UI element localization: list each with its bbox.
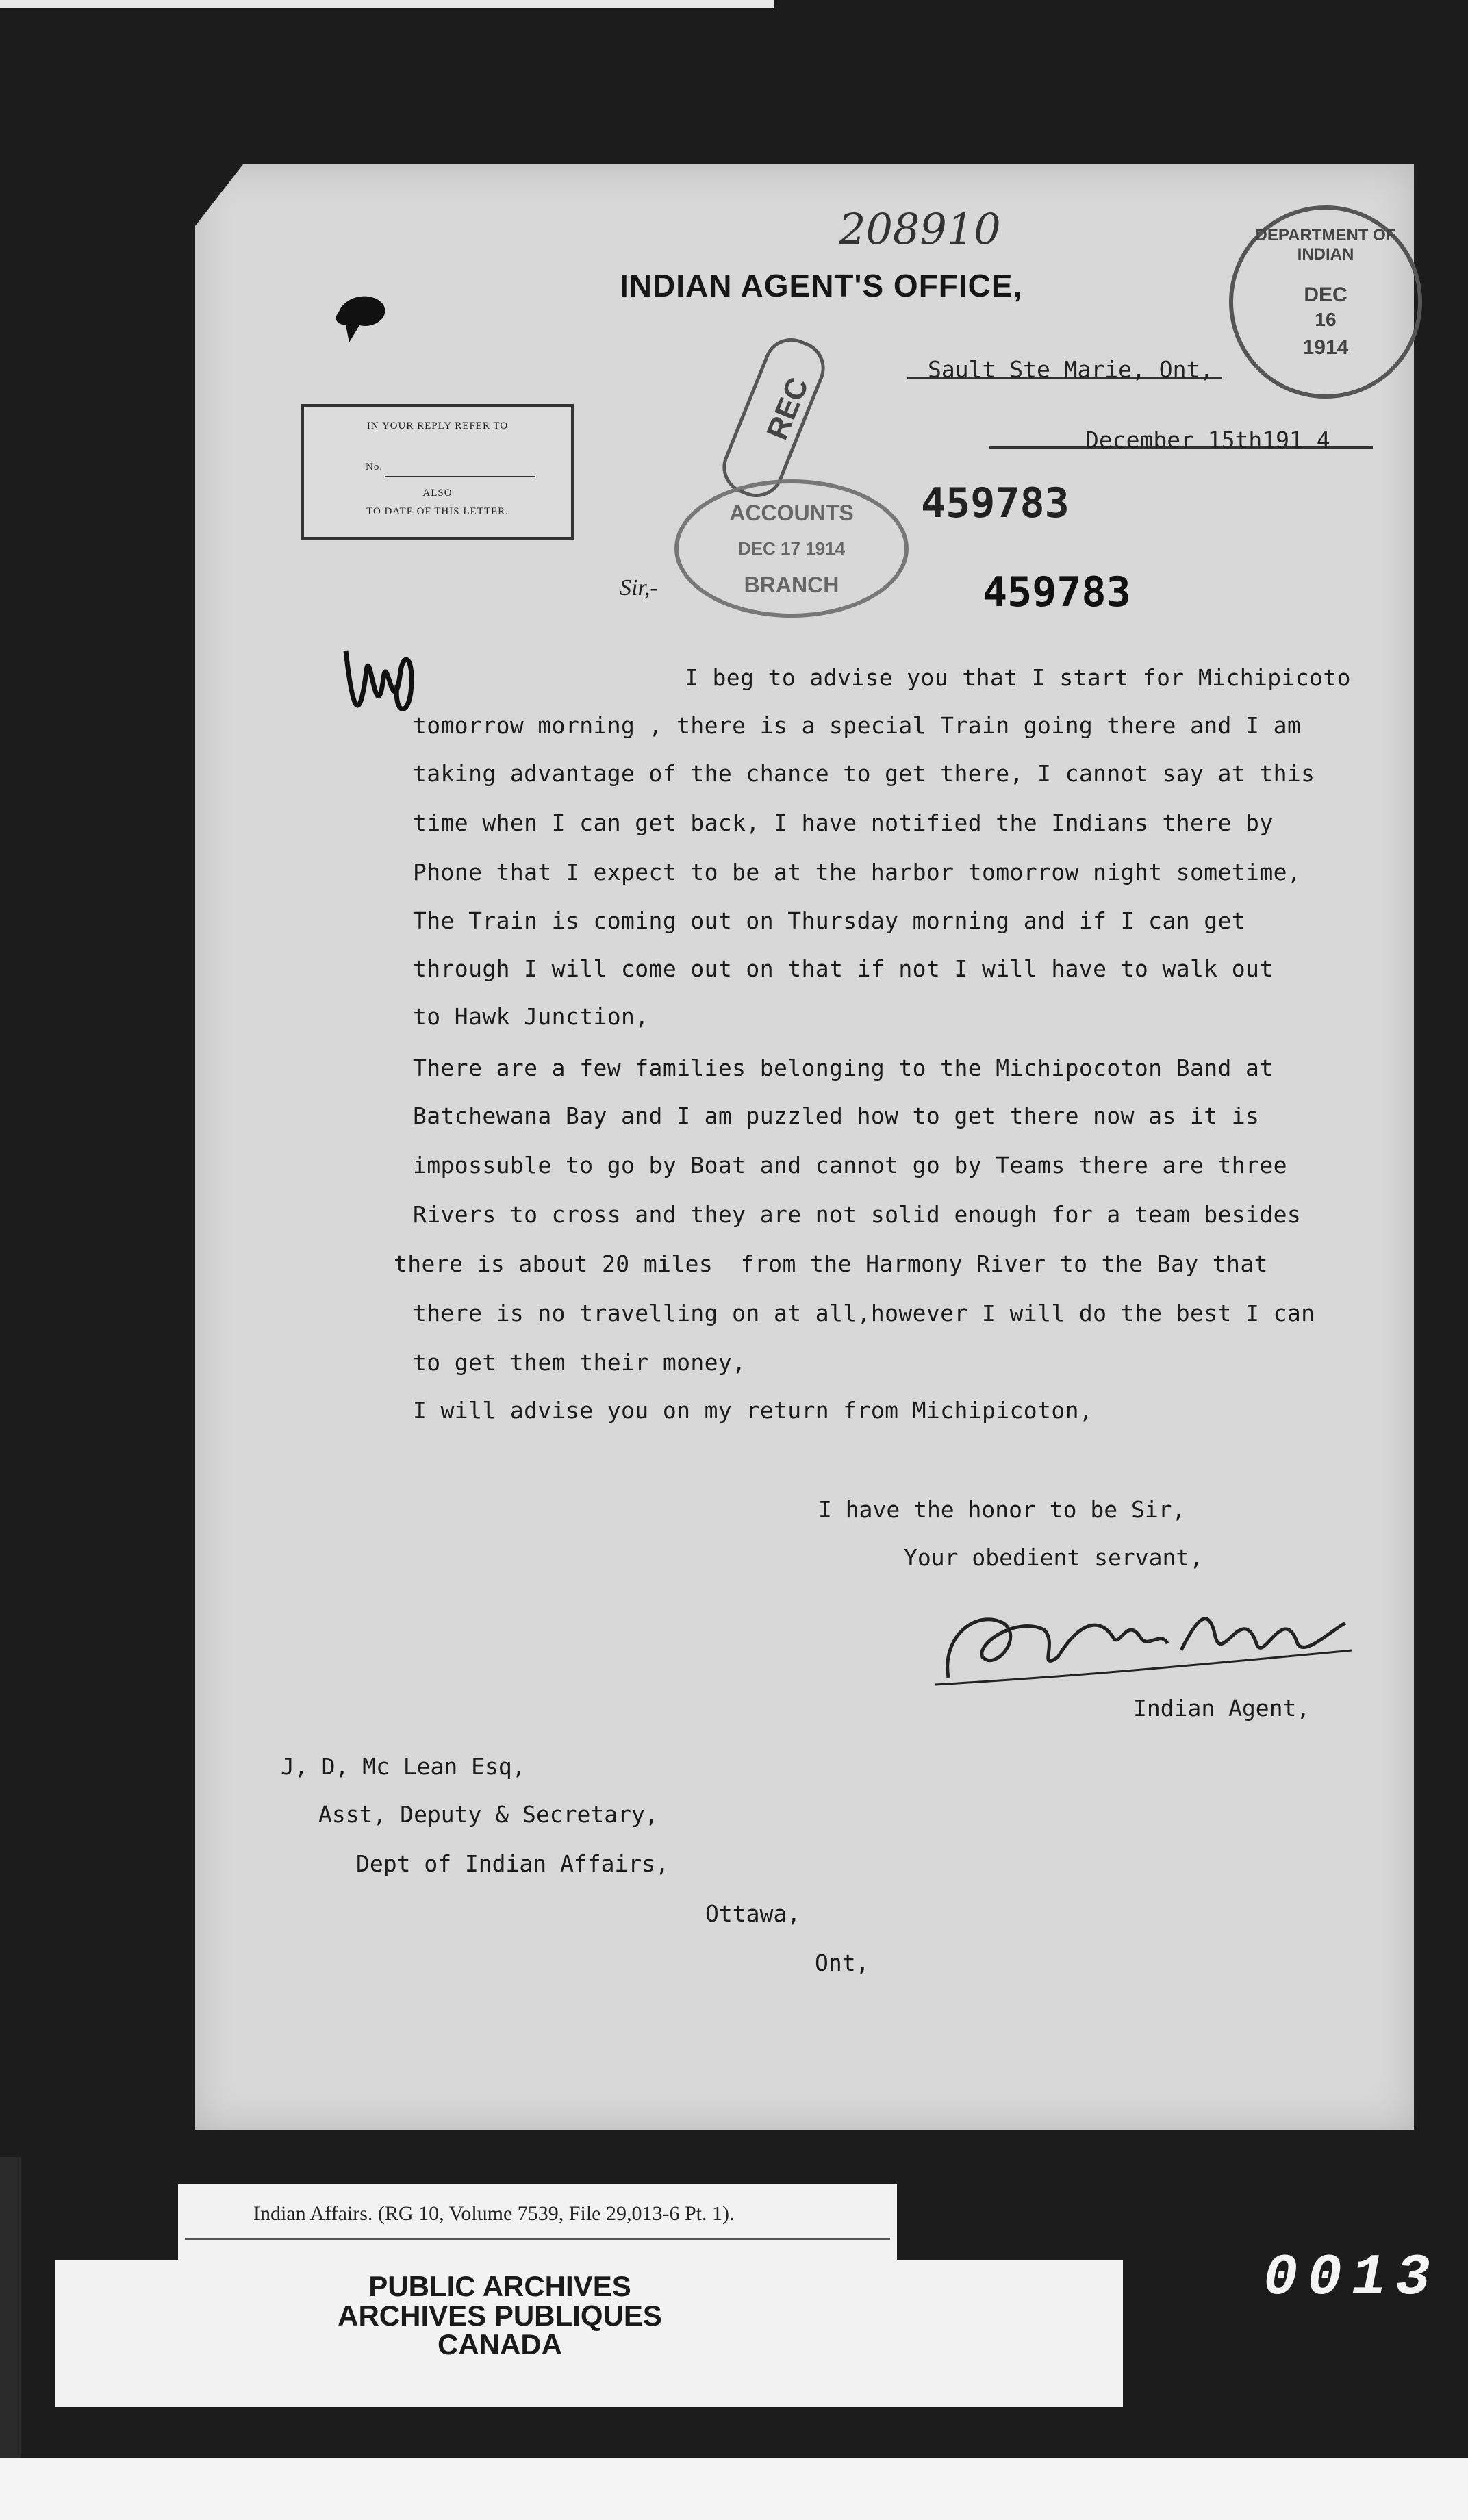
letterhead-title: INDIAN AGENT'S OFFICE, — [620, 268, 1023, 303]
reply-box-line-1: IN YOUR REPLY REFER TO — [366, 420, 509, 431]
closing-line-2: Your obedient servant, — [904, 1544, 1204, 1571]
letter-page — [195, 164, 1414, 2130]
body-line: I beg to advise you that I start for Michipicoto — [685, 664, 1351, 691]
corner-fold — [195, 164, 243, 226]
accounts-stamp-line-3: BRANCH — [744, 572, 839, 597]
archive-country: CANADA — [438, 2328, 562, 2360]
reply-box-no-label: No. — [366, 462, 383, 473]
addressee-line: Ont, — [815, 1950, 870, 1976]
body-line: time when I can get back, I have notified the Indians there by — [413, 809, 1274, 836]
file-number-stamp: 459783 — [983, 568, 1131, 616]
body-line: The Train is coming out on Thursday morning and if I can get — [413, 907, 1246, 934]
received-stamp-text: REC — [760, 373, 815, 444]
body-line: through I will come out on that if not I will have to walk out — [413, 955, 1274, 982]
body-line: Rivers to cross and they are not solid enough for a team besides — [413, 1201, 1302, 1228]
body-line: taking advantage of the chance to get there, I cannot say at this — [413, 760, 1315, 787]
department-date-stamp — [1229, 205, 1422, 399]
body-line: there is no travelling on at all,however I will do the best I can — [413, 1300, 1315, 1326]
handwritten-initials — [339, 630, 421, 740]
closing-line-1: I have the honor to be Sir, — [818, 1496, 1186, 1523]
body-line: There are a few families belonging to the Michipocoton Band at — [413, 1055, 1274, 1081]
addressee-line: Ottawa, — [705, 1900, 801, 1927]
accounts-stamp-line-2: DEC 17 1914 — [737, 538, 846, 559]
date-line: December 15th191 4 — [1085, 427, 1330, 453]
frame-number: 0013 — [1263, 2246, 1440, 2311]
handwritten-file-number: 208910 — [839, 204, 1001, 254]
addressee-line: Asst, Deputy & Secretary, — [318, 1801, 659, 1828]
addressee-line: J, D, Mc Lean Esq, — [281, 1753, 526, 1780]
salutation: Sir,- — [620, 575, 658, 601]
stamp-ring-text: DEPARTMENT OF INDIAN — [1255, 226, 1396, 264]
body-line: tomorrow morning , there is a special Train going there and I am — [413, 712, 1302, 739]
body-line: Batchewana Bay and I am puzzled how to get there now as it is — [413, 1102, 1260, 1129]
body-line: impossuble to go by Boat and cannot go by Teams there are three — [413, 1152, 1287, 1179]
file-number-stamp-partial: 459783 — [921, 479, 1070, 527]
body-line: to Hawk Junction, — [413, 1003, 649, 1030]
signatory-title: Indian Agent, — [1133, 1695, 1311, 1722]
received-stamp — [714, 330, 833, 505]
reply-box-also: ALSO — [422, 488, 453, 499]
handwritten-signature — [921, 1575, 1359, 1691]
reply-box-number-line — [385, 475, 535, 477]
reply-box-line-4: TO DATE OF THIS LETTER. — [366, 506, 509, 517]
ink-blot — [332, 291, 390, 346]
place-line: Sault Ste Marie, Ont, — [928, 356, 1214, 383]
film-top-strip — [0, 0, 774, 8]
body-line: to get them their money, — [413, 1349, 746, 1376]
body-line: I will advise you on my return from Michipicoton, — [413, 1397, 1093, 1424]
archive-reference: Indian Affairs. (RG 10, Volume 7539, File 29,013-6 Pt. 1). — [253, 2202, 735, 2225]
addressee-line: Dept of Indian Affairs, — [356, 1850, 669, 1877]
archive-name-french: ARCHIVES PUBLIQUES — [338, 2300, 662, 2332]
body-line: Phone that I expect to be at the harbor tomorrow night sometime, — [413, 859, 1302, 885]
caption-notch-right — [897, 2184, 1123, 2260]
stamp-month: DEC — [1304, 284, 1347, 306]
accounts-stamp-line-1: ACCOUNTS — [729, 501, 854, 525]
archive-name-english: PUBLIC ARCHIVES — [368, 2270, 631, 2302]
stamp-year: 1914 — [1302, 336, 1349, 359]
caption-notch-left — [55, 2184, 178, 2260]
reply-reference-box — [301, 404, 574, 540]
accounts-branch-stamp — [674, 479, 909, 618]
film-bottom-band — [0, 2458, 1468, 2520]
stamp-day: 16 — [1315, 309, 1337, 330]
archive-caption-card — [55, 2184, 1123, 2407]
body-line: there is about 20 miles from the Harmony River to the Bay that — [394, 1250, 1268, 1277]
caption-rule — [185, 2238, 890, 2240]
film-edge — [0, 2157, 21, 2458]
